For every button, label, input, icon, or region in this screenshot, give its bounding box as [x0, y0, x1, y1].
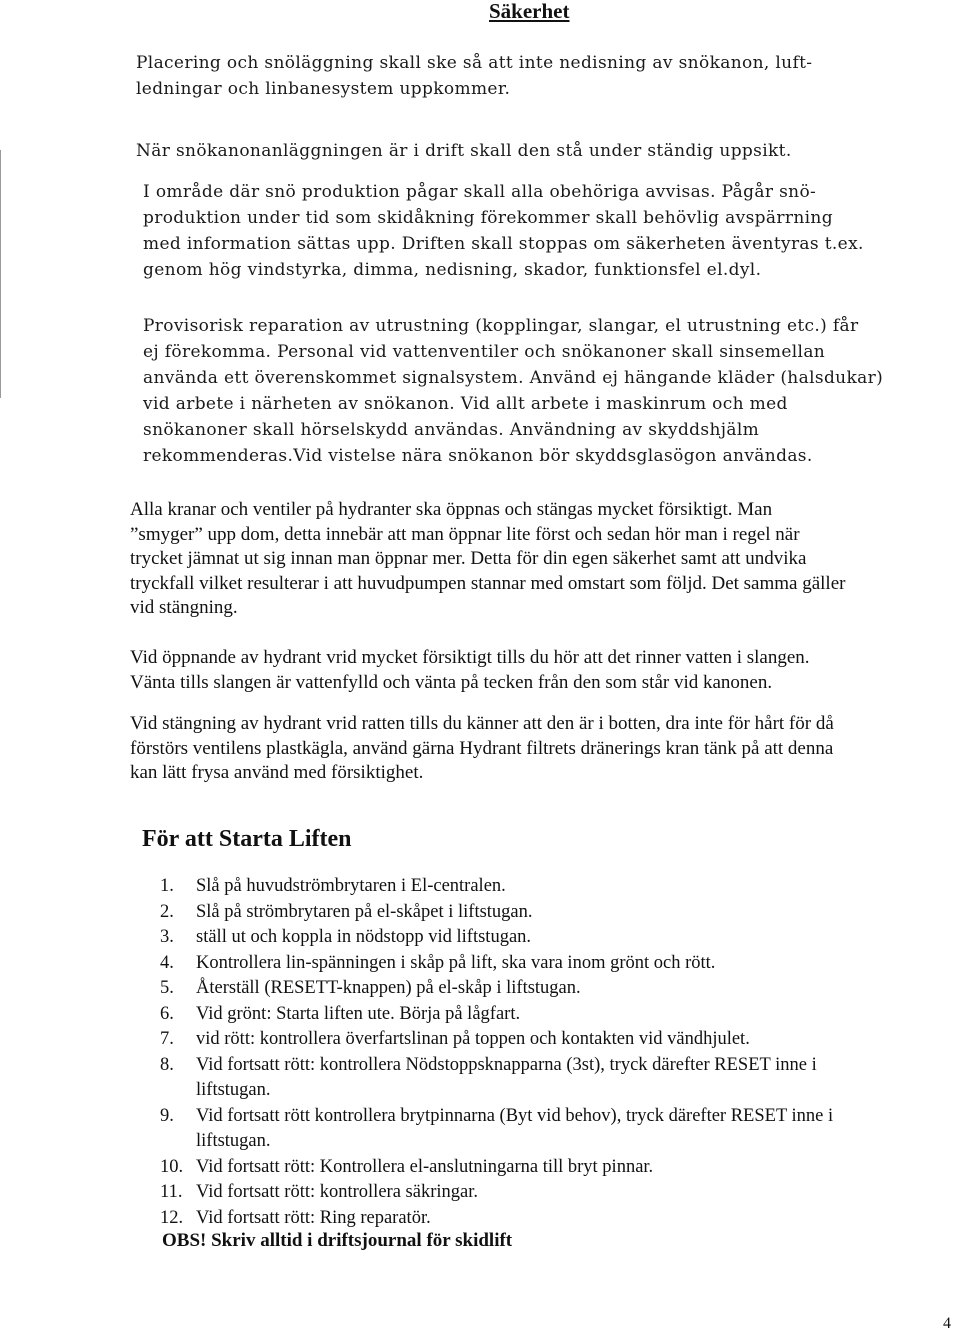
list-item	[160, 1053, 950, 1104]
safety-paragraph-4	[143, 313, 958, 469]
list-item	[160, 951, 950, 977]
step-text	[196, 1104, 950, 1155]
text-line: ”smyger” upp dom, detta innebär att man öppnar lite först och sedan hör man i regel när	[130, 523, 800, 545]
start-steps-list	[160, 874, 950, 1231]
step-number: 12.	[160, 1207, 184, 1228]
text-line: Placering och snöläggning skall ske så att inte nedisning av snökanon, luft-	[136, 53, 813, 73]
step-text: vid rött: kontrollera överfartslinan på toppen och kontakten vid vändhjulet.	[196, 1029, 750, 1049]
text-line: vid arbete i närheten av snökanon. Vid allt arbete i maskinrum och med	[143, 394, 788, 414]
text-line: Alla kranar och ventiler på hydranter ska öppnas och stängas mycket försiktigt. Man	[130, 499, 773, 520]
text-line: tryckfall vilket resulterar i att huvudpumpen stannar med omstart som följd. Det samma gäller	[130, 572, 846, 594]
step-text: Vid fortsatt rött: Kontrollera el-anslutningarna till bryt pinnar.	[196, 1156, 654, 1177]
safety-paragraph-1	[136, 50, 956, 102]
list-item	[160, 1027, 950, 1053]
step-number: 8.	[160, 1054, 174, 1075]
step-number: 10.	[160, 1156, 184, 1177]
list-item	[160, 1104, 950, 1155]
step-text: Återställ (RESETT-knappen) på el-skåp i liftstugan.	[196, 978, 581, 998]
text-line: När snökanonanläggningen är i drift skall den stå under ständig uppsikt.	[136, 141, 792, 161]
step-number: 2.	[160, 901, 174, 922]
step-number: 6.	[160, 1003, 174, 1024]
list-item	[160, 925, 950, 951]
section-title: För att Starta Liften	[142, 826, 352, 852]
step-number: 5.	[160, 978, 174, 998]
step-text-line: Vid fortsatt rött kontrollera brytpinnarna (Byt vid behov), tryck därefter RESET inne i	[196, 1105, 834, 1126]
step-text	[196, 1053, 950, 1104]
step-number: 4.	[160, 952, 174, 973]
list-item	[160, 1180, 950, 1206]
step-text-line: Vid fortsatt rött: kontrollera Nödstoppsknapparna (3st), tryck därefter RESET inne i	[196, 1054, 817, 1075]
step-number: 3.	[160, 927, 174, 947]
page-heading: Säkerhet	[489, 0, 570, 23]
hydrant-paragraph-2	[130, 646, 960, 695]
hydrant-paragraph-1	[130, 498, 960, 621]
text-line: Vid öppnande av hydrant vrid mycket försiktigt tills du hör att det rinner vatten i slangen.	[130, 647, 810, 668]
text-line: Vänta tills slangen är vattenfylld och vänta på tecken från den som står vid kanonen.	[130, 671, 773, 693]
text-line: ledningar och linbanesystem uppkommer.	[136, 79, 511, 99]
text-line: I område där snö produktion pågar skall alla obehöriga avvisas. Pågår snö-	[143, 182, 817, 202]
text-line: med information sättas upp. Driften skall stoppas om säkerheten äventyras t.ex.	[143, 234, 864, 254]
step-number: 1.	[160, 876, 174, 896]
obs-note: OBS! Skriv alltid i driftsjournal för skidlift	[162, 1230, 513, 1251]
step-text: ställ ut och koppla in nödstopp vid liftstugan.	[196, 927, 532, 947]
text-line: kan lätt frysa använd med försiktighet.	[130, 762, 424, 783]
text-line: trycket jämnat ut sig innan man öppnar mer. Detta för din egen säkerhet samt att undvika	[130, 548, 807, 569]
list-item	[160, 874, 950, 900]
safety-paragraph-2	[136, 138, 956, 164]
text-line: Vid stängning av hydrant vrid ratten tills du känner att den är i botten, dra inte för hårt för då	[130, 713, 834, 734]
text-line: vid stängning.	[130, 597, 238, 618]
page-number: 4	[943, 1315, 951, 1332]
margin-rule	[0, 150, 1, 398]
text-line: genom hög vindstyrka, dimma, nedisning, skador, funktionsfel el.dyl.	[143, 260, 762, 280]
text-line: snökanoner skall hörselskydd användas. Användning av skyddshjälm	[143, 420, 760, 440]
list-item	[160, 1002, 950, 1028]
step-number: 7.	[160, 1029, 174, 1049]
text-line: Provisorisk reparation av utrustning (kopplingar, slangar, el utrustning etc.) får	[143, 316, 859, 336]
text-line: rekommenderas.Vid vistelse nära snökanon bör skyddsglasögon användas.	[143, 446, 813, 466]
hydrant-paragraph-3	[130, 712, 960, 786]
step-number: 11.	[160, 1182, 183, 1202]
safety-paragraph-3	[143, 179, 958, 283]
step-text: Vid fortsatt rött: kontrollera säkringar.	[196, 1182, 478, 1202]
step-number: 9.	[160, 1105, 174, 1126]
step-text-line: liftstugan.	[196, 1080, 271, 1100]
step-text: Kontrollera lin-spänningen i skåp på lift, ska vara inom grönt och rött.	[196, 952, 716, 973]
step-text: Vid fortsatt rött: Ring reparatör.	[196, 1207, 431, 1228]
step-text-line: liftstugan.	[196, 1131, 271, 1151]
step-text: Slå på huvudströmbrytaren i El-centralen.	[196, 876, 506, 896]
step-text: Vid grönt: Starta liften ute. Börja på lågfart.	[196, 1003, 521, 1024]
text-line: ej förekomma. Personal vid vattenventiler och snökanoner skall sinsemellan	[143, 342, 826, 362]
text-line: produktion under tid som skidåkning förekommer skall behövlig avspärrning	[143, 208, 833, 228]
text-line: förstörs ventilens plastkägla, använd gärna Hydrant filtrets dränerings kran tänk på att denna	[130, 737, 834, 759]
list-item	[160, 976, 950, 1002]
text-line: använda ett överenskommet signalsystem. Använd ej hängande kläder (halsdukar)	[143, 368, 884, 388]
list-item	[160, 900, 950, 926]
step-text: Slå på strömbrytaren på el-skåpet i liftstugan.	[196, 901, 533, 922]
list-item	[160, 1155, 950, 1181]
